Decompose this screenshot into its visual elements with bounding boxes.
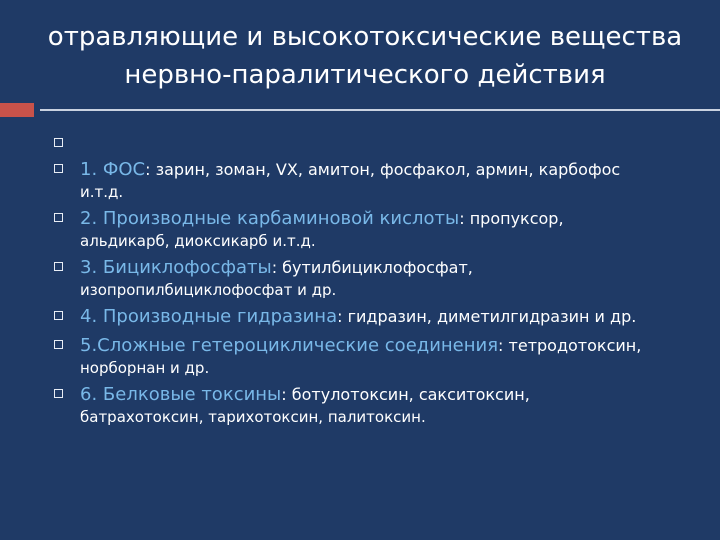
list-item: [54, 207, 704, 251]
item-rest: : ботулотоксин, сакситоксин,: [281, 385, 530, 404]
item-main-line: [80, 158, 704, 182]
item-continuation: и.т.д.: [80, 183, 124, 201]
item-continuation: изопропилбициклофосфат и др.: [80, 281, 337, 299]
item-main-line: [80, 207, 704, 231]
item-continuation: батрахотоксин, тарихотоксин, палитоксин.: [80, 408, 426, 426]
item-main-line: [80, 334, 704, 358]
slide-title: [40, 18, 690, 94]
item-continuation: альдикарб, диоксикарб и.т.д.: [80, 232, 316, 250]
square-bullet-icon: [54, 213, 63, 222]
item-rest: : пропуксор,: [459, 209, 564, 228]
item-rest: : зарин, зоман, VX, амитон, фосфакол, армин, карбофос: [145, 160, 621, 179]
list-item: [54, 383, 704, 427]
square-bullet-icon: [54, 138, 63, 147]
square-bullet-icon: [54, 164, 63, 173]
item-main-line: [80, 383, 704, 407]
list-item: [54, 305, 704, 329]
item-lead: 5.Сложные гетероциклические соединения: [80, 335, 499, 356]
item-lead: 6. Белковые токсины: [80, 384, 282, 405]
square-bullet-icon: [54, 389, 63, 398]
item-rest: : тетродотоксин,: [498, 336, 642, 355]
item-lead: 4. Производные гидразина: [80, 306, 338, 327]
item-lead: 1. ФОС: [80, 159, 146, 180]
item-main-line: [80, 256, 704, 280]
item-continuation: норборнан и др.: [80, 359, 210, 377]
list-item: [54, 256, 704, 300]
slide-title-line-1: отравляющие и высокотоксические вещества: [47, 22, 683, 52]
list-item-empty: [54, 132, 704, 158]
bullet-list: [54, 132, 704, 432]
item-rest: : гидразин, диметилгидразин и др.: [337, 307, 637, 326]
item-rest: : бутилбициклофосфат,: [271, 258, 473, 277]
square-bullet-icon: [54, 262, 63, 271]
slide-title-line-2: нервно-паралитического действия: [124, 60, 606, 90]
square-bullet-icon: [54, 311, 63, 320]
item-lead: 3. Бициклофосфаты: [80, 257, 272, 278]
square-bullet-icon: [54, 340, 63, 349]
title-divider-line: [40, 109, 720, 111]
item-lead: 2. Производные карбаминовой кислоты: [80, 208, 460, 229]
item-main-line: [80, 305, 704, 329]
title-accent-bar: [0, 103, 34, 117]
list-item: [54, 334, 704, 378]
list-item: [54, 158, 704, 202]
